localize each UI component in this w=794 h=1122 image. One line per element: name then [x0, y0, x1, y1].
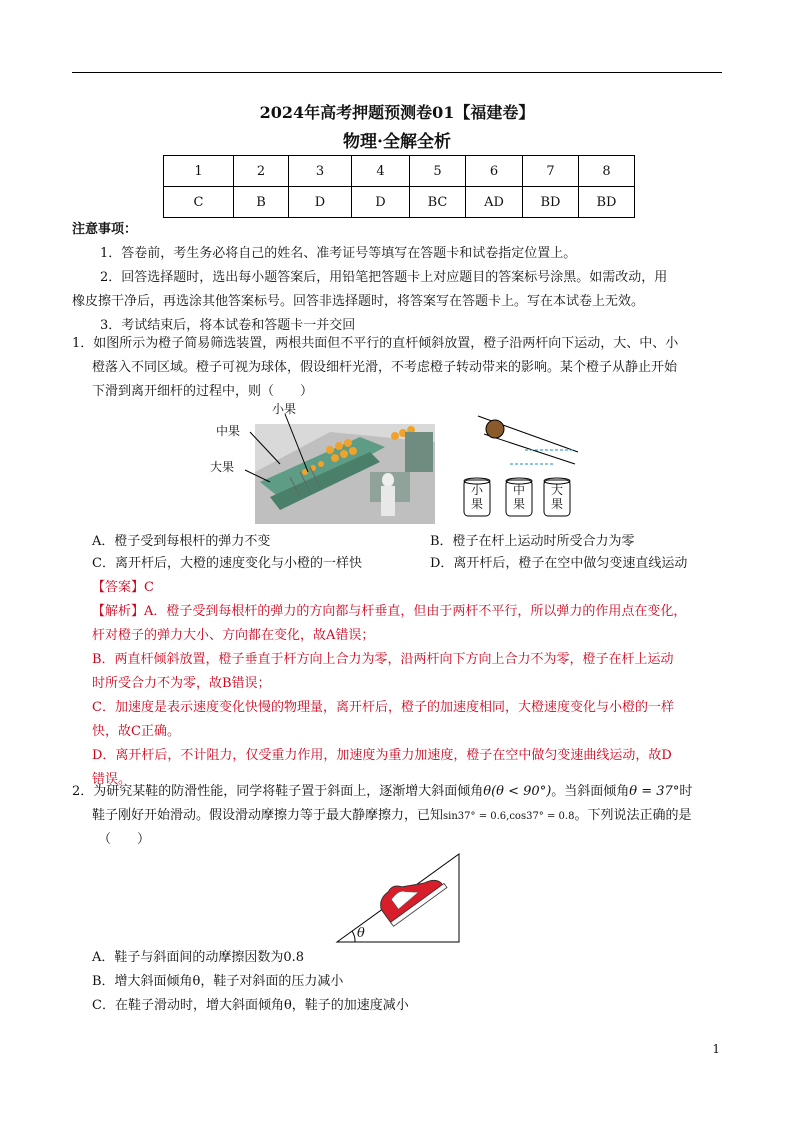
table-cell: BC — [410, 187, 466, 218]
table-cell: 2 — [234, 156, 289, 187]
q2-text: 鞋子刚好开始滑动。假设滑动摩擦力等于最大静摩擦力，已知 — [92, 808, 444, 823]
table-cell: 1 — [164, 156, 234, 187]
page-title: 2024年高考押题预测卷01【福建卷】 — [259, 103, 535, 122]
notice-heading: 注意事项： — [72, 222, 138, 237]
q1-stem-line-1: 1．如图所示为橙子简易筛选装置，两根共面但不平行的直杆倾斜放置，橙子沿两杆向下运动，大、中、小 — [72, 336, 679, 351]
q2-text: 2．为研究某鞋的防滑性能，同学将鞋子置于斜面上，逐渐增大斜面倾角 — [72, 784, 484, 799]
q1-stem-line-3: 下滑到离开细杆的过程中，则（ ） — [92, 384, 314, 399]
q1-analysis-d-line-2: 错误。 — [92, 772, 132, 787]
q2-math: θ = 37° — [629, 784, 680, 799]
q2-option-a: A．鞋子与斜面间的动摩擦因数为0.8 — [92, 950, 305, 965]
bin-label-large: 大果 — [551, 483, 564, 511]
q2-option-b: B．增大斜面倾角θ，鞋子对斜面的压力减小 — [92, 974, 344, 989]
q1-analysis-a-line-2: 杆对橙子的弹力大小、方向都在变化，故A错误； — [92, 628, 375, 643]
q1-analysis-d-line-1: D．离开杆后，不计阻力，仅受重力作用，加速度为重力加速度，橙子在空中做匀变速曲线运动，故D — [92, 748, 672, 763]
notice-item-3: 3．考试结束后，将本试卷和答题卡一并交回 — [100, 318, 356, 333]
table-cell: BD — [579, 187, 635, 218]
table-cell: 7 — [523, 156, 579, 187]
table-cell: D — [352, 187, 410, 218]
answer-table-answer-row — [164, 187, 635, 218]
page-number: 1 — [712, 1042, 720, 1056]
notice-item-1: 1．答卷前，考生务必将自己的姓名、准考证号等填写在答题卡和试卷指定位置上。 — [100, 246, 577, 261]
photo-label-medium: 中果 — [216, 424, 241, 438]
table-cell: AD — [466, 187, 523, 218]
table-cell: B — [234, 187, 289, 218]
theta-label: θ — [357, 926, 365, 941]
q2-math: sin37° = 0.6,cos37° = 0.8 — [443, 811, 575, 822]
q2-option-c: C．在鞋子滑动时，增大斜面倾角θ，鞋子的加速度减小 — [92, 998, 409, 1013]
bin-label-small: 小果 — [471, 483, 484, 511]
answer-table-number-row — [164, 156, 635, 187]
answer-table — [163, 155, 635, 218]
analysis-text: A．橙子受到每根杆的弹力的方向都与杆垂直，但由于两杆不平行，所以弹力的作用点在变化， — [144, 604, 687, 619]
notice-item-2-line-1: 2．回答选择题时，选出每小题答案后，用铅笔把答题卡上对应题目的答案标号涂黑。如需改动，用 — [100, 270, 668, 285]
table-cell: D — [289, 187, 352, 218]
q2-math: θ(θ < 90°) — [483, 784, 552, 799]
table-cell: 4 — [352, 156, 410, 187]
q1-analysis-c-line-2: 快，故C正确。 — [92, 724, 180, 739]
q1-answer: 【答案】C — [92, 580, 154, 595]
q1-option-c: C．离开杆后，大橙的速度变化与小橙的一样快 — [92, 556, 362, 571]
q1-option-a: A．橙子受到每根杆的弹力不变 — [92, 534, 271, 549]
table-cell: 8 — [579, 156, 635, 187]
q2-text: 时 — [679, 784, 693, 799]
q2-stem-line-1 — [72, 780, 692, 804]
q1-analysis-c-line-1: C．加速度是表示速度变化快慢的物理量，离开杆后，橙子的加速度相同，大橙速度变化与小橙的一样 — [92, 700, 674, 715]
q2-text: 。当斜面倾角 — [551, 784, 630, 799]
notice-item-2-line-2: 橡皮擦干净后，再选涂其他答案标号。回答非选择题时，将答案写在答题卡上。写在本试卷上无效。 — [72, 294, 645, 309]
photo-label-large: 大果 — [210, 460, 235, 474]
analysis-tag: 【解析】 — [92, 604, 145, 619]
q2-text: 。下列说法正确的是 — [574, 808, 692, 823]
q1-analysis-a-line-1 — [92, 600, 686, 624]
page-subtitle: 物理·全解全析 — [343, 132, 451, 152]
q2-stem-line-2 — [92, 804, 691, 829]
table-cell: 3 — [289, 156, 352, 187]
table-cell: BD — [523, 187, 579, 218]
photo-label-small: 小果 — [272, 402, 297, 416]
table-cell: 6 — [466, 156, 523, 187]
q1-stem-line-2: 橙落入不同区域。橙子可视为球体，假设细杆光滑，不考虑橙子转动带来的影响。某个橙子从静止开始 — [92, 360, 678, 375]
q1-option-b: B．橙子在杆上运动时所受合力为零 — [430, 534, 635, 549]
q2-stem-line-3: （ ） — [98, 832, 151, 847]
header-rule — [72, 72, 722, 73]
table-cell: C — [164, 187, 234, 218]
q1-analysis-b-line-2: 时所受合力不为零，故B错误； — [92, 676, 271, 691]
sorting-machine-photo — [210, 402, 435, 524]
bin-label-medium: 中果 — [513, 483, 526, 511]
incline-diagram — [335, 850, 463, 945]
q1-analysis-b-line-1: B．两直杆倾斜放置，橙子垂直于杆方向上合力为零，沿两杆向下方向上合力不为零，橙子在杆上运动 — [92, 652, 674, 667]
q1-option-d: D．离开杆后，橙子在空中做匀变速直线运动 — [430, 556, 688, 571]
table-cell: 5 — [410, 156, 466, 187]
